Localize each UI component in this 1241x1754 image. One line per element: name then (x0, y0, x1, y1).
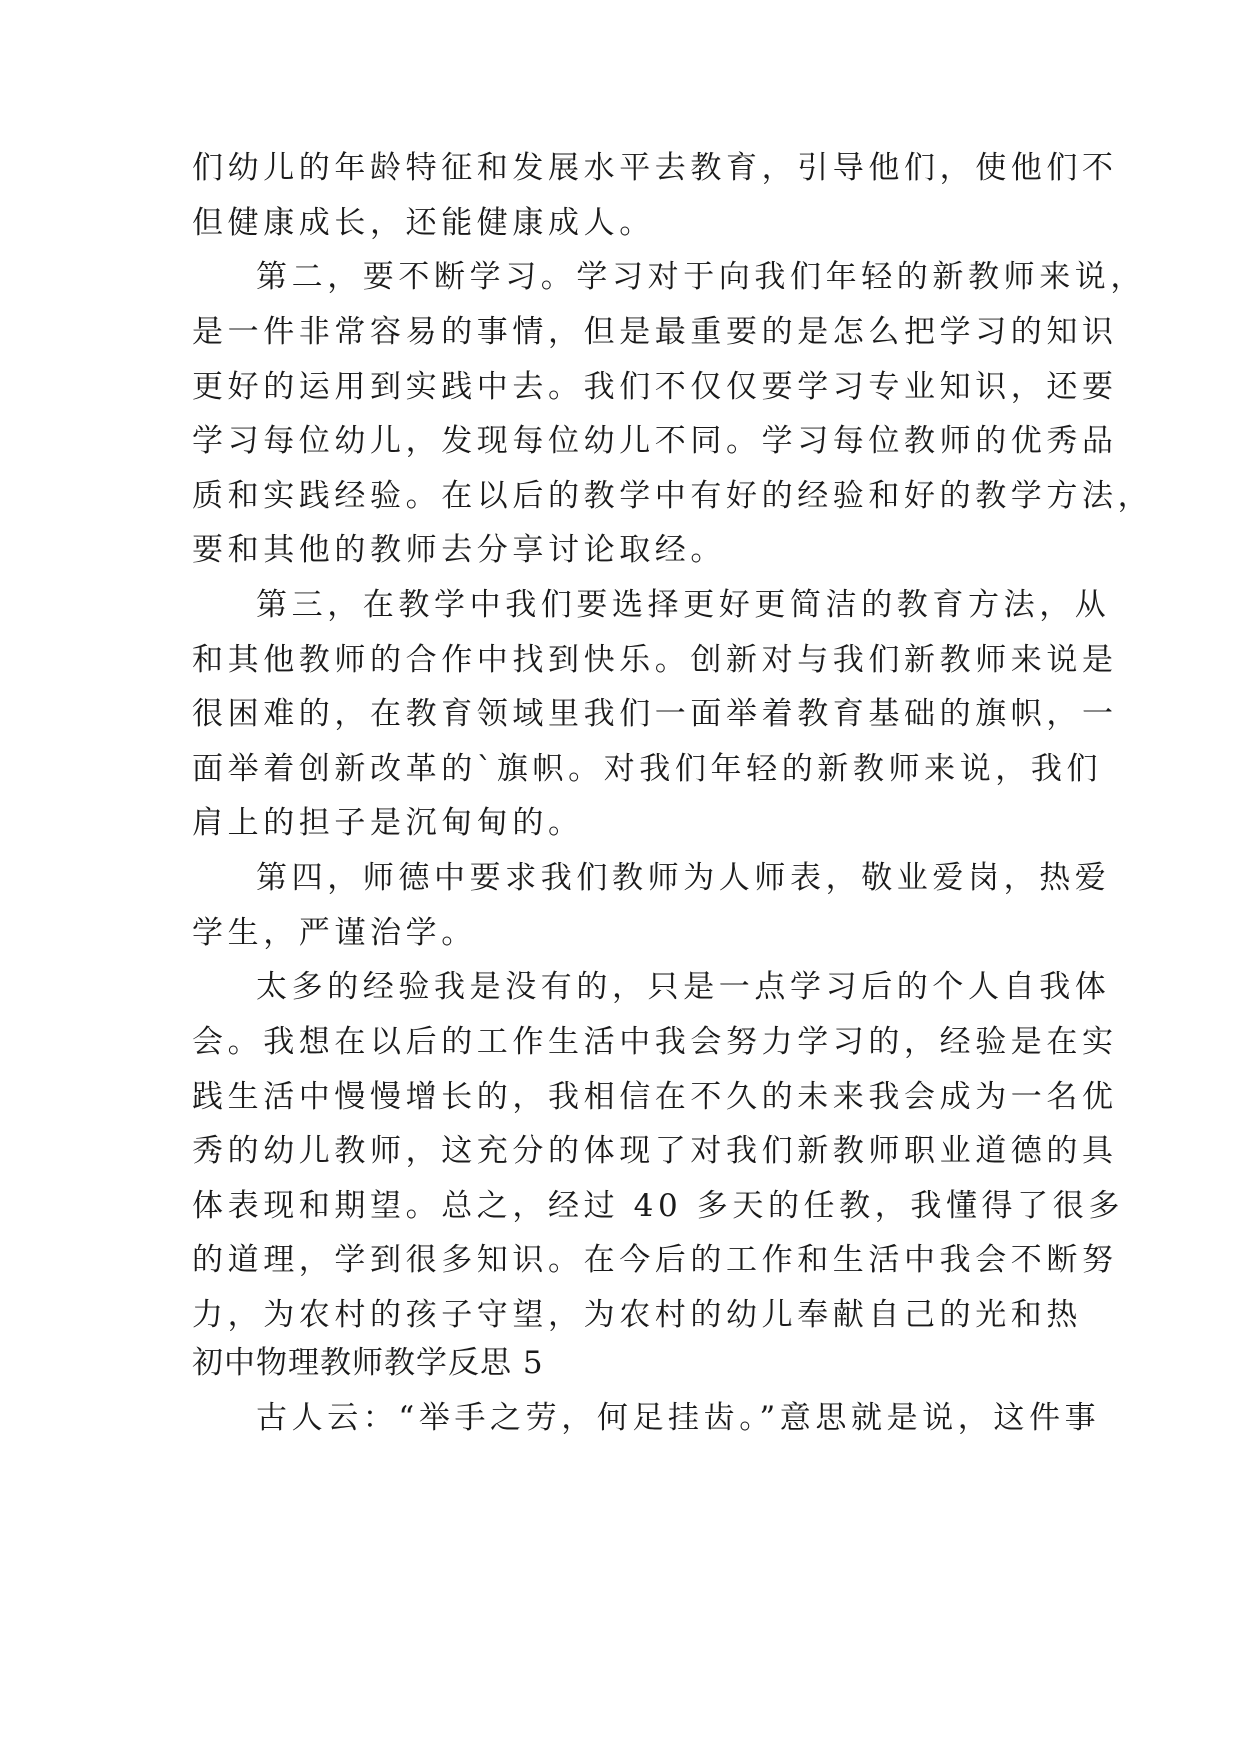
section-heading: 初中物理教师教学反思 5 (192, 1345, 544, 1381)
paragraph-start-line: 太多的经验我是没有的，只是一点学习后的个人自我体 (256, 969, 1111, 1005)
text-line: 更好的运用到实践中去。我们不仅仅要学习专业知识，还要 (192, 369, 1118, 405)
text-line: 学习每位幼儿，发现每位幼儿不同。学习每位教师的优秀品 (192, 423, 1118, 459)
text-line: 质和实践经验。在以后的教学中有好的经验和好的教学方法， (192, 478, 1154, 514)
text-line: 肩上的担子是沉甸甸的。 (192, 805, 584, 841)
text-line: 践生活中慢慢增长的，我相信在不久的未来我会成为一名优 (192, 1079, 1118, 1115)
text-line: 们幼儿的年龄特征和发展水平去教育，引导他们，使他们不 (192, 150, 1118, 186)
text-line: 要和其他的教师去分享讨论取经。 (192, 532, 726, 568)
text-line: 力，为农村的孩子守望，为农村的幼儿奉献自己的光和热 (192, 1297, 1082, 1333)
text-line: 很困难的，在教育领域里我们一面举着教育基础的旗帜，一 (192, 696, 1118, 732)
paragraph-start-line: 第三，在教学中我们要选择更好更简洁的教育方法，从 (256, 587, 1111, 623)
text-line: 面举着创新改革的`旗帜。对我们年轻的新教师来说，我们 (192, 751, 1103, 787)
text-line: 体表现和期望。总之，经过 40 多天的任教，我懂得了很多 (192, 1188, 1124, 1224)
text-line: 但健康成长，还能健康成人。 (192, 205, 655, 241)
text-line: 和其他教师的合作中找到快乐。创新对与我们新教师来说是 (192, 642, 1118, 678)
text-line: 是一件非常容易的事情，但是最重要的是怎么把学习的知识 (192, 314, 1118, 350)
text-line: 学生，严谨治学。 (192, 915, 477, 951)
text-line: 的道理，学到很多知识。在今后的工作和生活中我会不断努 (192, 1242, 1118, 1278)
paragraph-start-line: 第二，要不断学习。学习对于向我们年轻的新教师来说， (256, 259, 1146, 295)
text-line: 会。我想在以后的工作生活中我会努力学习的，经验是在实 (192, 1024, 1118, 1060)
paragraph-start-line: 古人云：“举手之劳，何足挂齿。”意思就是说，这件事 (256, 1400, 1101, 1436)
text-line: 秀的幼儿教师，这充分的体现了对我们新教师职业道德的具 (192, 1133, 1118, 1169)
paragraph-start-line: 第四，师德中要求我们教师为人师表，敬业爱岗，热爱 (256, 860, 1111, 896)
